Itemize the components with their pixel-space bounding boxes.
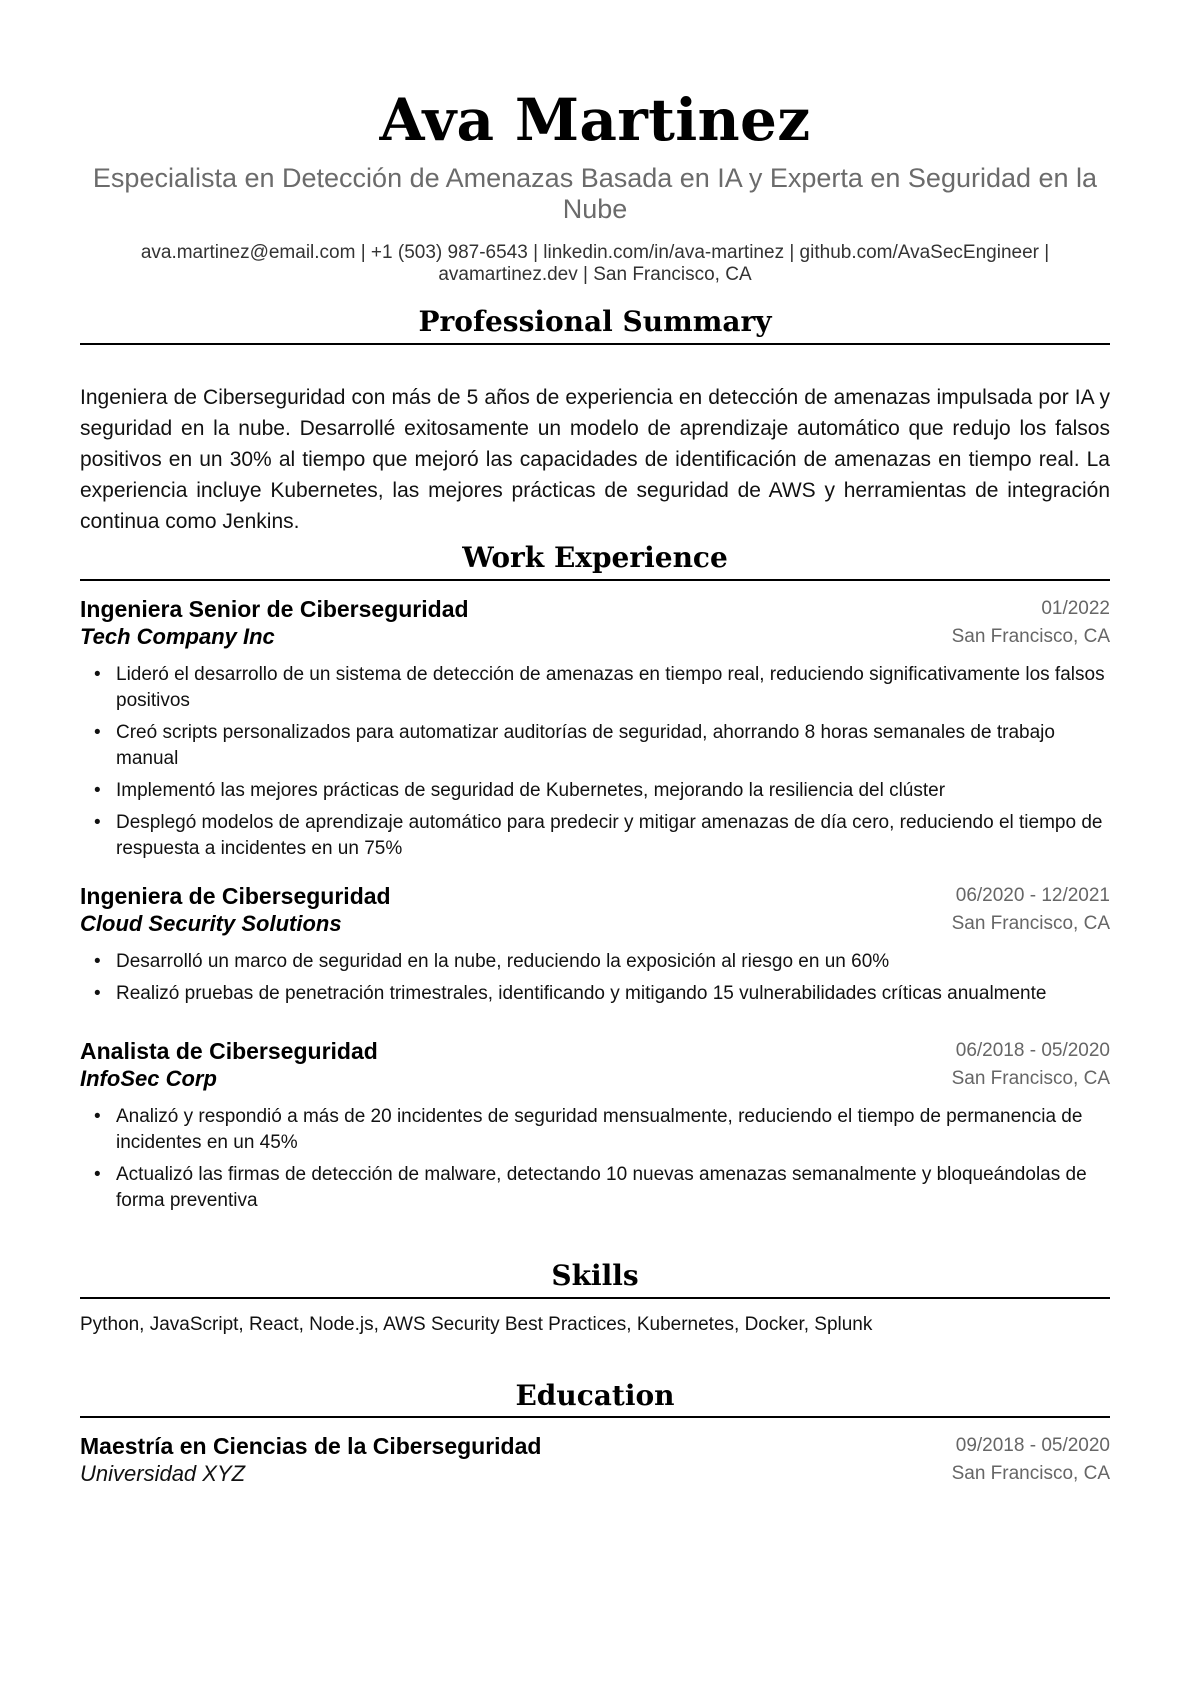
job-company: Tech Company Inc [80, 624, 275, 649]
job-date: 01/2022 [1041, 598, 1110, 619]
section-title-summary: Professional Summary [418, 305, 772, 338]
degree-title: Maestría en Ciencias de la Ciberseguridad [80, 1433, 542, 1459]
contact-line: ava.martinez@email.com | +1 (503) 987-6543 | linkedin.com/in/ava-martinez | github.com/AvaSecEngineer | avamartinez.dev | San Francisco, CA [140, 242, 1050, 285]
bullet-icon: • [94, 664, 101, 685]
education-location: San Francisco, CA [951, 1463, 1110, 1484]
job-bullet [80, 1162, 1110, 1214]
job-bullet [80, 720, 1110, 772]
job-title: Ingeniera de Ciberseguridad [80, 883, 391, 909]
bullet-icon: • [94, 1106, 101, 1127]
job-bullet [80, 810, 1110, 862]
job-company: Cloud Security Solutions [80, 911, 342, 936]
bullet-text: Desplegó modelos de aprendizaje automático para predecir y mitigar amenazas de día cero, reduciendo el tiempo de respuesta a incidentes en un 75% [116, 812, 1103, 859]
job-bullets [80, 949, 1110, 1007]
job-company: InfoSec Corp [80, 1066, 217, 1091]
job-entry [80, 1036, 1110, 1220]
section-divider-education [80, 1416, 1110, 1418]
bullet-text: Actualizó las firmas de detección de malware, detectando 10 nuevas amenazas semanalmente y bloqueándolas de forma preventiva [116, 1164, 1087, 1211]
job-bullet [80, 778, 1110, 804]
job-bullets [80, 662, 1110, 862]
job-entry [80, 594, 1110, 868]
section-divider-experience [80, 579, 1110, 581]
job-bullet [80, 981, 1110, 1007]
job-location: San Francisco, CA [951, 626, 1110, 647]
bullet-text: Realizó pruebas de penetración trimestrales, identificando y mitigando 15 vulnerabilidades críticas anualmente [116, 983, 1047, 1004]
section-title-experience: Work Experience [462, 541, 728, 574]
bullet-icon: • [94, 812, 101, 833]
job-bullets [80, 1104, 1110, 1214]
section-divider-summary [80, 343, 1110, 345]
bullet-text: Implementó las mejores prácticas de seguridad de Kubernetes, mejorando la resiliencia del clúster [116, 780, 946, 801]
skills-list: Python, JavaScript, React, Node.js, AWS Security Best Practices, Kubernetes, Docker, Splunk [80, 1314, 873, 1335]
bullet-icon: • [94, 1164, 101, 1185]
education-entry [80, 1431, 1110, 1489]
job-bullet [80, 1104, 1110, 1156]
section-divider-skills [80, 1297, 1110, 1299]
candidate-name: Ava Martinez [379, 86, 811, 154]
bullet-text: Analizó y respondió a más de 20 incidentes de seguridad mensualmente, reduciendo el tiempo de permanencia de incidentes en un 45% [116, 1106, 1083, 1153]
bullet-icon: • [94, 951, 101, 972]
job-title: Analista de Ciberseguridad [80, 1038, 378, 1064]
job-date: 06/2020 - 12/2021 [955, 885, 1110, 906]
bullet-icon: • [94, 722, 101, 743]
bullet-text: Lideró el desarrollo de un sistema de detección de amenazas en tiempo real, reduciendo significativamente los falsos positivos [116, 664, 1105, 711]
bullet-text: Desarrolló un marco de seguridad en la nube, reduciendo la exposición al riesgo en un 60% [116, 951, 890, 972]
job-bullet [80, 662, 1110, 714]
job-entry [80, 881, 1110, 1013]
education-date: 09/2018 - 05/2020 [955, 1435, 1110, 1456]
section-title-skills: Skills [551, 1259, 639, 1292]
bullet-icon: • [94, 983, 101, 1004]
job-location: San Francisco, CA [951, 1068, 1110, 1089]
job-title: Ingeniera Senior de Ciberseguridad [80, 596, 469, 622]
job-date: 06/2018 - 05/2020 [955, 1040, 1110, 1061]
job-location: San Francisco, CA [951, 913, 1110, 934]
bullet-icon: • [94, 780, 101, 801]
bullet-text: Creó scripts personalizados para automatizar auditorías de seguridad, ahorrando 8 horas semanales de trabajo manual [116, 722, 1055, 769]
education-institution: Universidad XYZ [80, 1461, 246, 1486]
candidate-headline: Especialista en Detección de Amenazas Basada en IA y Experta en Seguridad en la Nube [92, 163, 1098, 224]
section-title-education: Education [515, 1379, 675, 1412]
summary-text: Ingeniera de Ciberseguridad con más de 5 años de experiencia en detección de amenazas impulsada por IA y seguridad en la nube. Desarrollé exitosamente un modelo de aprendizaje automático que redujo los falsos positivos en un 30% al tiempo que mejoró las capacidades de identificación de amenazas en tiempo real. La experiencia incluye Kubernetes, las mejores prácticas de seguridad de AWS y herramientas de integración continua como Jenkins. [80, 386, 1110, 533]
job-bullet [80, 949, 1110, 975]
